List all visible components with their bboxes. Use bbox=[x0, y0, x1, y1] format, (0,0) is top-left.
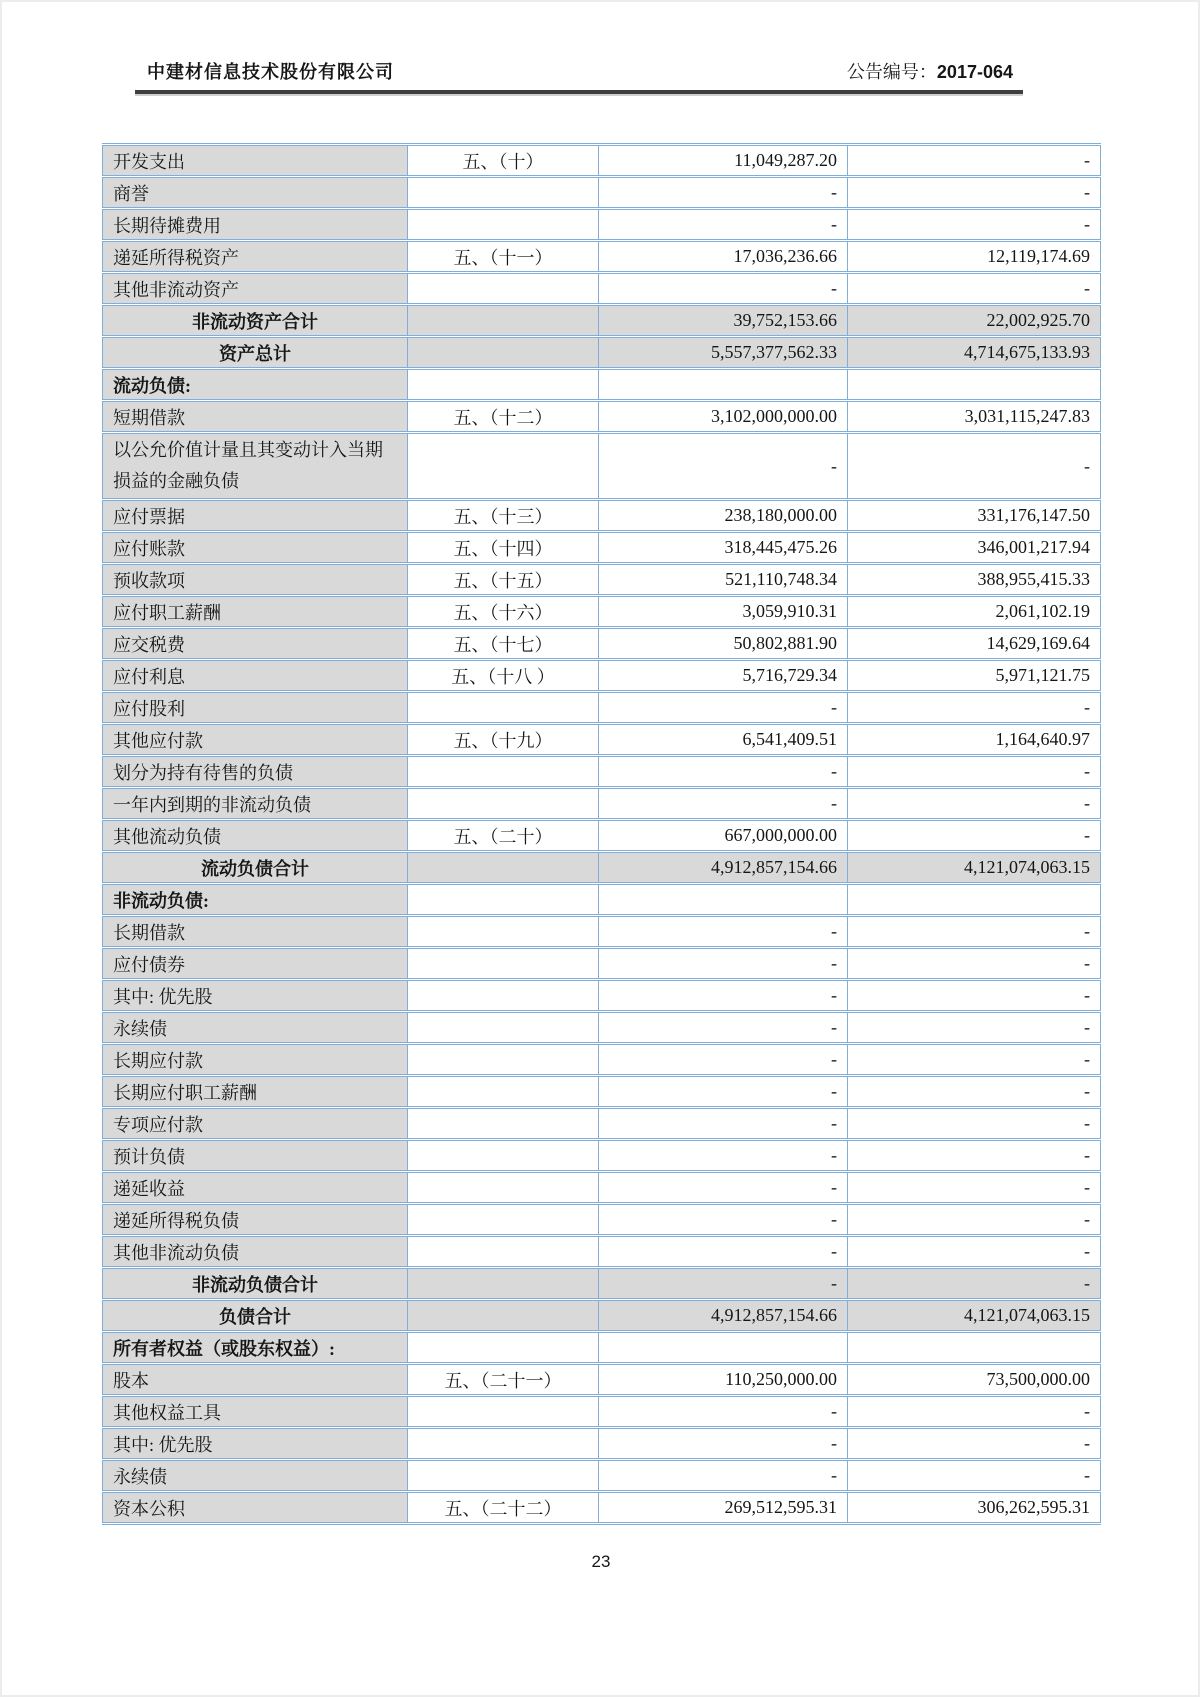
table-row bbox=[103, 756, 1101, 788]
row-current-amount-cell: 318,445,475.26 bbox=[599, 532, 848, 564]
row-note-cell bbox=[408, 788, 599, 820]
row-prior-amount-cell: - bbox=[848, 1204, 1101, 1236]
row-label-cell: 应付票据 bbox=[103, 500, 408, 532]
row-prior-amount-cell: - bbox=[848, 1236, 1101, 1268]
table-row bbox=[103, 241, 1101, 273]
row-note-cell bbox=[408, 305, 599, 337]
row-current-amount-cell: - bbox=[599, 1012, 848, 1044]
row-note-cell bbox=[408, 980, 599, 1012]
row-note-cell bbox=[408, 369, 599, 401]
row-label-cell: 应付股利 bbox=[103, 692, 408, 724]
row-prior-amount-cell: - bbox=[848, 273, 1101, 305]
table-row bbox=[103, 564, 1101, 596]
table-row bbox=[103, 1332, 1101, 1364]
table-row bbox=[103, 433, 1101, 500]
row-label-cell: 资本公积 bbox=[103, 1492, 408, 1524]
row-current-amount-cell: 5,557,377,562.33 bbox=[599, 337, 848, 369]
table-row bbox=[103, 1492, 1101, 1524]
row-label-cell: 划分为持有待售的负债 bbox=[103, 756, 408, 788]
row-prior-amount-cell: - bbox=[848, 980, 1101, 1012]
row-prior-amount-cell: - bbox=[848, 820, 1101, 852]
table-row bbox=[103, 401, 1101, 433]
row-label-cell: 其他非流动资产 bbox=[103, 273, 408, 305]
row-current-amount-cell: 5,716,729.34 bbox=[599, 660, 848, 692]
row-note-cell bbox=[408, 1076, 599, 1108]
balance-sheet-table bbox=[102, 143, 1101, 1525]
document-header bbox=[135, 58, 1023, 84]
table-row bbox=[103, 1268, 1101, 1300]
table-row bbox=[103, 1172, 1101, 1204]
row-current-amount-cell: - bbox=[599, 916, 848, 948]
table-row bbox=[103, 305, 1101, 337]
row-current-amount-cell: 521,110,748.34 bbox=[599, 564, 848, 596]
row-prior-amount-cell: - bbox=[848, 692, 1101, 724]
row-current-amount-cell: 39,752,153.66 bbox=[599, 305, 848, 337]
row-note-cell: 五、（二十一） bbox=[408, 1364, 599, 1396]
row-note-cell: 五、（二十） bbox=[408, 820, 599, 852]
row-note-cell: 五、（十四） bbox=[408, 532, 599, 564]
table-row bbox=[103, 788, 1101, 820]
row-label-cell: 应付职工薪酬 bbox=[103, 596, 408, 628]
row-note-cell: 五、（二十二） bbox=[408, 1492, 599, 1524]
table-row bbox=[103, 980, 1101, 1012]
row-label-cell: 其他应付款 bbox=[103, 724, 408, 756]
row-label-cell: 应交税费 bbox=[103, 628, 408, 660]
table-row bbox=[103, 1460, 1101, 1492]
table-row bbox=[103, 724, 1101, 756]
row-current-amount-cell: - bbox=[599, 1236, 848, 1268]
row-current-amount-cell: 50,802,881.90 bbox=[599, 628, 848, 660]
row-note-cell bbox=[408, 756, 599, 788]
row-note-cell: 五、（十九） bbox=[408, 724, 599, 756]
row-label-cell: 永续债 bbox=[103, 1460, 408, 1492]
table-row bbox=[103, 337, 1101, 369]
table-row bbox=[103, 1108, 1101, 1140]
row-label-cell: 长期待摊费用 bbox=[103, 209, 408, 241]
row-current-amount-cell: - bbox=[599, 756, 848, 788]
row-current-amount-cell: 6,541,409.51 bbox=[599, 724, 848, 756]
row-note-cell bbox=[408, 1300, 599, 1332]
row-prior-amount-cell: 22,002,925.70 bbox=[848, 305, 1101, 337]
row-note-cell: 五、（十） bbox=[408, 145, 599, 177]
row-prior-amount-cell bbox=[848, 369, 1101, 401]
row-note-cell: 五、（十五） bbox=[408, 564, 599, 596]
row-note-cell bbox=[408, 1332, 599, 1364]
row-current-amount-cell: - bbox=[599, 1076, 848, 1108]
row-label-cell: 开发支出 bbox=[103, 145, 408, 177]
row-label-cell: 股本 bbox=[103, 1364, 408, 1396]
row-note-cell: 五、（十七） bbox=[408, 628, 599, 660]
row-prior-amount-cell bbox=[848, 1332, 1101, 1364]
row-label-cell: 永续债 bbox=[103, 1012, 408, 1044]
row-current-amount-cell: - bbox=[599, 1268, 848, 1300]
row-current-amount-cell bbox=[599, 884, 848, 916]
row-label-cell: 其他流动负债 bbox=[103, 820, 408, 852]
row-prior-amount-cell: 331,176,147.50 bbox=[848, 500, 1101, 532]
table-row bbox=[103, 1204, 1101, 1236]
row-label-cell: 以公允价值计量且其变动计入当期损益的金融负债 bbox=[103, 433, 408, 500]
row-note-cell bbox=[408, 1012, 599, 1044]
row-note-cell bbox=[408, 1268, 599, 1300]
row-label-cell: 长期应付职工薪酬 bbox=[103, 1076, 408, 1108]
row-label-cell: 其他权益工具 bbox=[103, 1396, 408, 1428]
row-label-cell: 非流动负债合计 bbox=[103, 1268, 408, 1300]
row-note-cell: 五、（十六） bbox=[408, 596, 599, 628]
row-prior-amount-cell: - bbox=[848, 1396, 1101, 1428]
row-current-amount-cell: - bbox=[599, 209, 848, 241]
table-row bbox=[103, 145, 1101, 177]
row-prior-amount-cell: - bbox=[848, 145, 1101, 177]
row-current-amount-cell: - bbox=[599, 1140, 848, 1172]
row-note-cell bbox=[408, 884, 599, 916]
row-note-cell: 五、（十二） bbox=[408, 401, 599, 433]
row-prior-amount-cell: - bbox=[848, 1140, 1101, 1172]
row-prior-amount-cell: 12,119,174.69 bbox=[848, 241, 1101, 273]
table-row bbox=[103, 628, 1101, 660]
row-note-cell bbox=[408, 433, 599, 500]
row-current-amount-cell: - bbox=[599, 788, 848, 820]
row-current-amount-cell: - bbox=[599, 1204, 848, 1236]
row-note-cell: 五、（十一） bbox=[408, 241, 599, 273]
row-current-amount-cell: 3,102,000,000.00 bbox=[599, 401, 848, 433]
table-row bbox=[103, 916, 1101, 948]
table-row bbox=[103, 500, 1101, 532]
row-current-amount-cell: - bbox=[599, 948, 848, 980]
row-label-cell: 应付债券 bbox=[103, 948, 408, 980]
table-row bbox=[103, 1364, 1101, 1396]
row-current-amount-cell: 269,512,595.31 bbox=[599, 1492, 848, 1524]
table-row bbox=[103, 1428, 1101, 1460]
row-current-amount-cell: 3,059,910.31 bbox=[599, 596, 848, 628]
row-current-amount-cell: 667,000,000.00 bbox=[599, 820, 848, 852]
row-current-amount-cell: - bbox=[599, 1172, 848, 1204]
row-label-cell: 应付账款 bbox=[103, 532, 408, 564]
row-prior-amount-cell: 73,500,000.00 bbox=[848, 1364, 1101, 1396]
row-note-cell bbox=[408, 1460, 599, 1492]
row-label-cell: 其中: 优先股 bbox=[103, 980, 408, 1012]
row-current-amount-cell: - bbox=[599, 1460, 848, 1492]
row-note-cell: 五、（十三） bbox=[408, 500, 599, 532]
announcement bbox=[847, 58, 1013, 84]
row-current-amount-cell: 11,049,287.20 bbox=[599, 145, 848, 177]
row-note-cell bbox=[408, 209, 599, 241]
row-prior-amount-cell: 4,714,675,133.93 bbox=[848, 337, 1101, 369]
row-label-cell: 资产总计 bbox=[103, 337, 408, 369]
row-note-cell bbox=[408, 1044, 599, 1076]
announcement-number: 2017-064 bbox=[936, 62, 1013, 82]
row-note-cell bbox=[408, 1140, 599, 1172]
row-note-cell bbox=[408, 1428, 599, 1460]
row-note-cell bbox=[408, 1172, 599, 1204]
row-label-cell: 长期借款 bbox=[103, 916, 408, 948]
row-note-cell bbox=[408, 1396, 599, 1428]
row-label-cell: 短期借款 bbox=[103, 401, 408, 433]
row-current-amount-cell: 4,912,857,154.66 bbox=[599, 1300, 848, 1332]
table-row bbox=[103, 1012, 1101, 1044]
row-current-amount-cell: 110,250,000.00 bbox=[599, 1364, 848, 1396]
row-prior-amount-cell: - bbox=[848, 756, 1101, 788]
table-row bbox=[103, 1396, 1101, 1428]
row-label-cell: 专项应付款 bbox=[103, 1108, 408, 1140]
row-prior-amount-cell: - bbox=[848, 788, 1101, 820]
row-current-amount-cell: - bbox=[599, 273, 848, 305]
table-row bbox=[103, 1300, 1101, 1332]
row-label-cell: 应付利息 bbox=[103, 660, 408, 692]
row-prior-amount-cell: - bbox=[848, 1268, 1101, 1300]
row-prior-amount-cell: 3,031,115,247.83 bbox=[848, 401, 1101, 433]
row-current-amount-cell: - bbox=[599, 433, 848, 500]
row-prior-amount-cell: - bbox=[848, 1076, 1101, 1108]
row-current-amount-cell: - bbox=[599, 1044, 848, 1076]
header-rule bbox=[135, 90, 1023, 96]
row-prior-amount-cell: - bbox=[848, 1460, 1101, 1492]
row-note-cell bbox=[408, 273, 599, 305]
row-label-cell: 长期应付款 bbox=[103, 1044, 408, 1076]
row-prior-amount-cell: - bbox=[848, 1172, 1101, 1204]
row-label-cell: 流动负债合计 bbox=[103, 852, 408, 884]
row-note-cell bbox=[408, 1108, 599, 1140]
row-label-cell: 预收款项 bbox=[103, 564, 408, 596]
row-label-cell: 负债合计 bbox=[103, 1300, 408, 1332]
row-prior-amount-cell: - bbox=[848, 177, 1101, 209]
row-label-cell: 非流动负债: bbox=[103, 884, 408, 916]
row-prior-amount-cell: - bbox=[848, 916, 1101, 948]
table-row bbox=[103, 209, 1101, 241]
row-current-amount-cell bbox=[599, 369, 848, 401]
row-prior-amount-cell: 306,262,595.31 bbox=[848, 1492, 1101, 1524]
row-note-cell bbox=[408, 916, 599, 948]
row-label-cell: 流动负债: bbox=[103, 369, 408, 401]
company-name: 中建材信息技术股份有限公司 bbox=[147, 62, 394, 82]
row-label-cell: 商誉 bbox=[103, 177, 408, 209]
row-prior-amount-cell: - bbox=[848, 1428, 1101, 1460]
table-row bbox=[103, 692, 1101, 724]
row-note-cell bbox=[408, 1236, 599, 1268]
row-label-cell: 递延所得税资产 bbox=[103, 241, 408, 273]
row-prior-amount-cell: 4,121,074,063.15 bbox=[848, 1300, 1101, 1332]
row-prior-amount-cell: 1,164,640.97 bbox=[848, 724, 1101, 756]
row-current-amount-cell bbox=[599, 1332, 848, 1364]
row-current-amount-cell: 4,912,857,154.66 bbox=[599, 852, 848, 884]
table-row bbox=[103, 596, 1101, 628]
table-row bbox=[103, 884, 1101, 916]
table-row bbox=[103, 948, 1101, 980]
row-current-amount-cell: 17,036,236.66 bbox=[599, 241, 848, 273]
row-prior-amount-cell: - bbox=[848, 209, 1101, 241]
row-label-cell: 预计负债 bbox=[103, 1140, 408, 1172]
table-row bbox=[103, 1044, 1101, 1076]
row-current-amount-cell: - bbox=[599, 1396, 848, 1428]
row-current-amount-cell: - bbox=[599, 692, 848, 724]
row-current-amount-cell: - bbox=[599, 1428, 848, 1460]
announcement-label: 公告编号： bbox=[846, 62, 937, 82]
row-current-amount-cell: - bbox=[599, 980, 848, 1012]
row-current-amount-cell: 238,180,000.00 bbox=[599, 500, 848, 532]
table-row bbox=[103, 369, 1101, 401]
table-row bbox=[103, 532, 1101, 564]
row-prior-amount-cell: 346,001,217.94 bbox=[848, 532, 1101, 564]
row-current-amount-cell: - bbox=[599, 1108, 848, 1140]
row-label-cell: 非流动资产合计 bbox=[103, 305, 408, 337]
row-note-cell bbox=[408, 692, 599, 724]
row-label-cell: 一年内到期的非流动负债 bbox=[103, 788, 408, 820]
row-current-amount-cell: - bbox=[599, 177, 848, 209]
table-row bbox=[103, 820, 1101, 852]
table-row bbox=[103, 660, 1101, 692]
row-prior-amount-cell: - bbox=[848, 1044, 1101, 1076]
row-note-cell bbox=[408, 852, 599, 884]
table-row bbox=[103, 1236, 1101, 1268]
row-prior-amount-cell bbox=[848, 884, 1101, 916]
row-prior-amount-cell: - bbox=[848, 1012, 1101, 1044]
row-note-cell bbox=[408, 177, 599, 209]
row-label-cell: 其中: 优先股 bbox=[103, 1428, 408, 1460]
row-prior-amount-cell: - bbox=[848, 1108, 1101, 1140]
row-note-cell bbox=[408, 1204, 599, 1236]
row-label-cell: 递延所得税负债 bbox=[103, 1204, 408, 1236]
row-note-cell: 五、（十八 ） bbox=[408, 660, 599, 692]
row-prior-amount-cell: 388,955,415.33 bbox=[848, 564, 1101, 596]
row-label-cell: 递延收益 bbox=[103, 1172, 408, 1204]
row-label-cell: 所有者权益（或股东权益）: bbox=[103, 1332, 408, 1364]
row-prior-amount-cell: - bbox=[848, 948, 1101, 980]
row-label-cell: 其他非流动负债 bbox=[103, 1236, 408, 1268]
row-prior-amount-cell: 5,971,121.75 bbox=[848, 660, 1101, 692]
row-prior-amount-cell: 4,121,074,063.15 bbox=[848, 852, 1101, 884]
table-row bbox=[103, 1076, 1101, 1108]
row-prior-amount-cell: 14,629,169.64 bbox=[848, 628, 1101, 660]
table-row bbox=[103, 1140, 1101, 1172]
table-row bbox=[103, 273, 1101, 305]
page-number: 23 bbox=[591, 1552, 611, 1571]
row-note-cell bbox=[408, 948, 599, 980]
row-prior-amount-cell: - bbox=[848, 433, 1101, 500]
table-row bbox=[103, 852, 1101, 884]
row-note-cell bbox=[408, 337, 599, 369]
row-prior-amount-cell: 2,061,102.19 bbox=[848, 596, 1101, 628]
table-row bbox=[103, 177, 1101, 209]
